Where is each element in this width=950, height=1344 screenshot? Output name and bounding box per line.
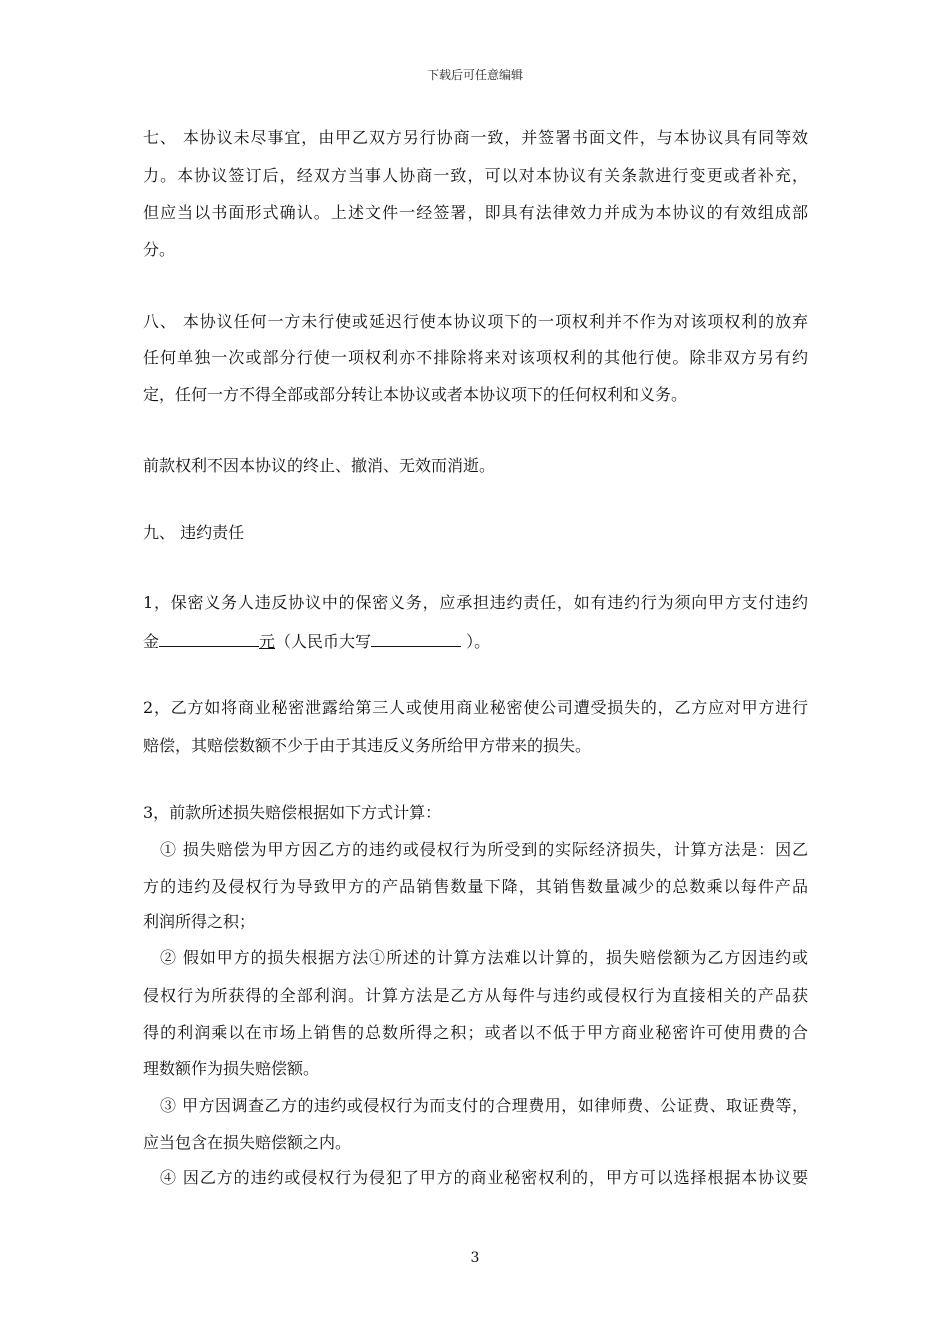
method-2-line: ② 假如甲方的损失根据方法①所述的计算方法难以计算的，损失赔偿额为乙方因违约或 <box>160 948 808 967</box>
method-3-line: ③ 甲方因调查乙方的违约或侵权行为而支付的合理费用，如律师费、公证费、取证费等， <box>160 1096 808 1115</box>
clause-8-line: 定，任何一方不得全部或部分转让本协议或者本协议项下的任何权利和义务。 <box>143 385 688 404</box>
penalty-amount-line <box>143 630 808 652</box>
method-2-line: 得的利润乘以在市场上销售的总数所得之积；或者以不低于甲方商业秘密许可使用费的合 <box>143 1023 808 1042</box>
clause-7-line: 但应当以书面形式确认。上述文件一经签署，即具有法律效力并成为本协议的有效组成部 <box>143 203 808 222</box>
method-2-line: 理数额作为损失赔偿额。 <box>143 1059 320 1078</box>
clause-8-note: 前款权利不因本协议的终止、撤消、无效而消逝。 <box>143 456 496 475</box>
method-2-line: 侵权行为所获得的全部利润。计算方法是乙方从每件与违约或侵权行为直接相关的产品获 <box>143 986 808 1005</box>
amount-words-suffix: ）。 <box>461 632 491 651</box>
page-number: 3 <box>470 1250 480 1266</box>
amount-words-label: （人民币大写 <box>275 632 372 651</box>
amount-blank[interactable] <box>159 630 259 647</box>
clause-7-line: 分。 <box>143 240 176 259</box>
method-1-line: 利润所得之积； <box>143 912 256 931</box>
page-header: 下载后可任意编辑 <box>426 68 523 82</box>
clause-8-line: 任何单独一次或部分行使一项权利亦不排除将来对该项权利的其他行使。除非双方另有约 <box>143 348 808 367</box>
penalty-item-2: 2，乙方如将商业秘密泄露给第三人或使用商业秘密使公司遭受损失的，乙方应对甲方进行 <box>143 698 808 717</box>
clause-7-line: 七、 本协议未尽事宜，由甲乙双方另行协商一致，并签署书面文件，与本协议具有同等效 <box>143 128 808 147</box>
method-1-line: ① 损失赔偿为甲方因乙方的违约或侵权行为所受到的实际经济损失，计算方法是：因乙 <box>160 840 808 859</box>
amount-words-blank[interactable] <box>371 630 461 647</box>
method-4-line: ④ 因乙方的违约或侵权行为侵犯了甲方的商业秘密权利的，甲方可以选择根据本协议要 <box>160 1168 808 1187</box>
method-1-line: 方的违约及侵权行为导致甲方的产品销售数量下降，其销售数量减少的总数乘以每件产品 <box>143 877 808 896</box>
clause-9-title: 九、 违约责任 <box>143 523 245 542</box>
penalty-item-1: 1，保密义务人违反协议中的保密义务，应承担违约责任，如有违约行为须向甲方支付违约 <box>143 593 808 612</box>
penalty-amount-prefix: 金 <box>143 632 160 651</box>
method-3-line: 应当包含在损失赔偿额之内。 <box>143 1133 352 1152</box>
penalty-item-3: 3，前款所述损失赔偿根据如下方式计算： <box>143 803 442 822</box>
clause-8-line: 八、 本协议任何一方未行使或延迟行使本协议项下的一项权利并不作为对该项权利的放弃 <box>143 312 808 331</box>
clause-7-line: 力。本协议签订后，经双方当事人协商一致，可以对本协议有关条款进行变更或者补充， <box>143 166 808 185</box>
currency-unit: 元 <box>259 632 276 651</box>
penalty-item-2: 赔偿，其赔偿数额不少于由于其违反义务所给甲方带来的损失。 <box>143 736 592 755</box>
